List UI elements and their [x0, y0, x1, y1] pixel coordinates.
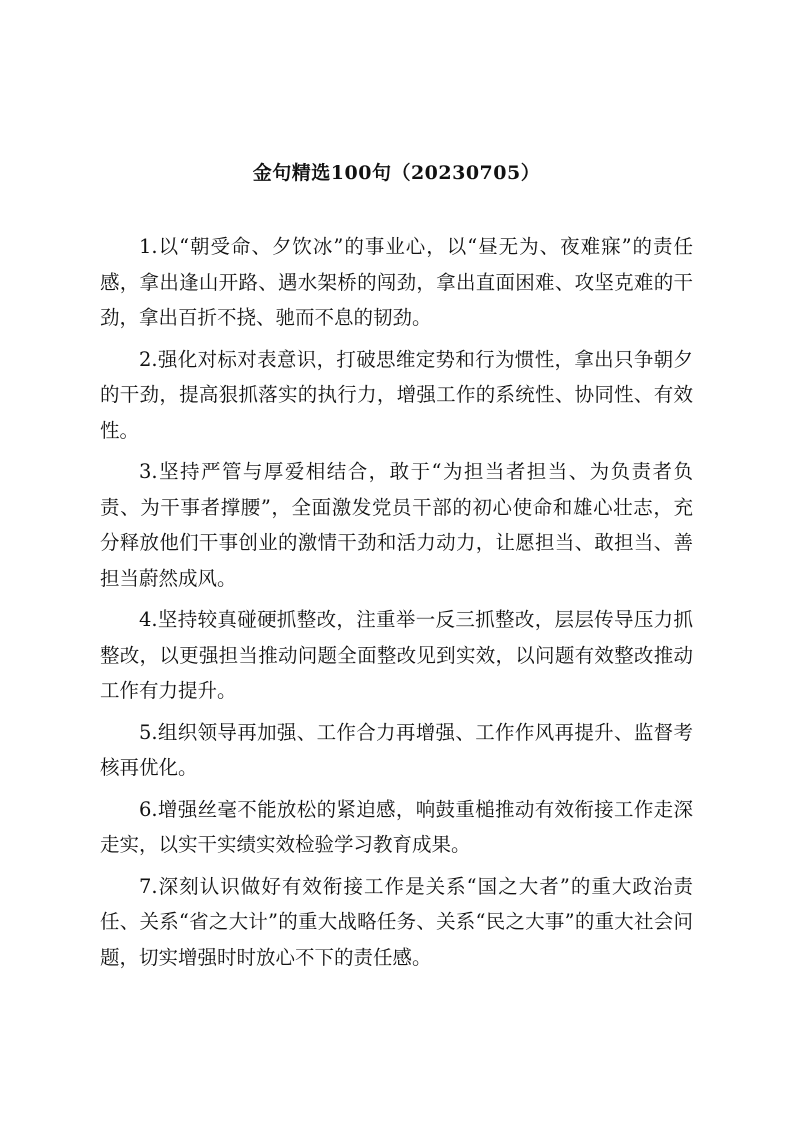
paragraph-2: 2.强化对标对表意识，打破思维定势和行为惯性，拿出只争朝夕的干劲，提高狠抓落实的执行力，增强工作的系统性、协同性、有效性。 — [100, 347, 693, 442]
paragraph-7: 7.深刻认识做好有效衔接工作是关系“国之大者”的重大政治责任、关系“省之大计”的重大战略任务、关系“民之大事”的重大社会问题，切实增强时时放心不下的责任感。 — [100, 874, 693, 969]
document-body — [100, 229, 693, 981]
document-title: 金句精选100句（20230705） — [252, 162, 541, 184]
paragraph-1: 1.以“朝受命、夕饮冰”的事业心，以“昼无为、夜难寐”的责任感，拿出逢山开路、遇水架桥的闯劲，拿出直面困难、攻坚克难的干劲，拿出百折不挠、驰而不息的韧劲。 — [100, 235, 693, 329]
paragraph-3: 3.坚持严管与厚爱相结合，敢于“为担当者担当、为负责者负责、为干事者撑腰”，全面激发党员干部的初心使命和雄心壮志，充分释放他们干事创业的激情干劲和活力动力，让愿担当、敢担当、善担当蔚然成风。 — [100, 460, 693, 590]
paragraph-4: 4.坚持较真碰硬抓整改，注重举一反三抓整改，层层传导压力抓整改，以更强担当推动问题全面整改见到实效，以问题有效整改推动工作有力提升。 — [100, 608, 693, 702]
paragraph-5: 5.组织领导再加强、工作合力再增强、工作作风再提升、监督考核再优化。 — [100, 720, 693, 779]
paragraph-6: 6.增强丝毫不能放松的紧迫感，响鼓重槌推动有效衔接工作走深走实，以实干实绩实效检验学习教育成果。 — [100, 797, 693, 856]
